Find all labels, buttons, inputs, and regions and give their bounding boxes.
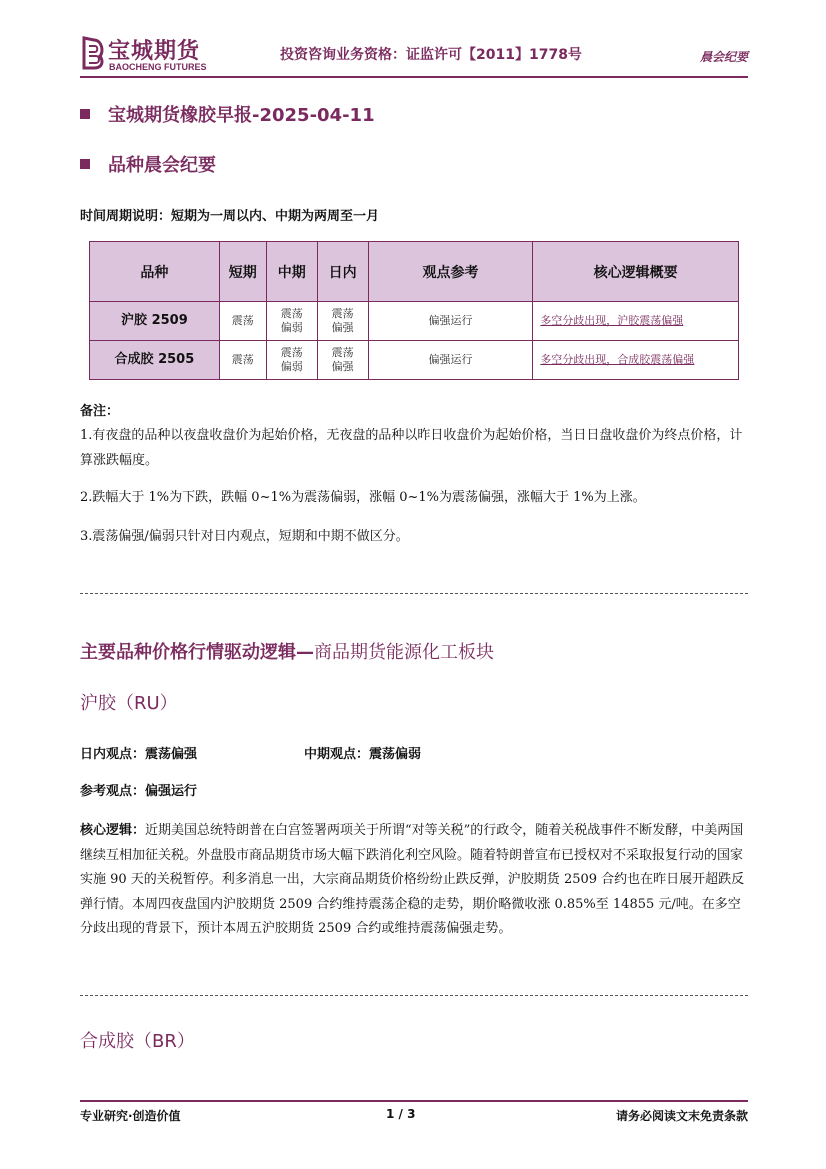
note-3: 3.震荡偏强/偏弱只针对日内观点，短期和中期不做区分。 (80, 529, 409, 544)
baocheng-logo-icon (80, 34, 106, 72)
dashed-divider (80, 593, 748, 594)
ru-intraday-view: 日内观点：震荡偏强 (80, 747, 198, 762)
ru-heading: 沪胶（RU） (80, 693, 178, 714)
ru-reference-view: 参考观点：偏强运行 (80, 784, 198, 799)
col-header-logic: 核心逻辑概要 (533, 242, 739, 302)
header-report-type: 晨会纪要 (699, 50, 748, 64)
col-header-variety: 品种 (90, 242, 220, 302)
col-header-view: 观点参考 (368, 242, 533, 302)
logo-text-cn: 宝城期货 (108, 39, 201, 64)
company-logo (80, 34, 210, 74)
col-header-intraday: 日内 (317, 242, 368, 302)
note-2: 2.跌幅大于 1%为下跌，跌幅 0~1%为震荡偏弱，涨幅 0~1%为震荡偏强，涨幅大于 1%为上涨。 (80, 490, 646, 505)
ru-mid-view: 中期观点：震荡偏弱 (304, 747, 422, 762)
ru-core-logic (80, 819, 748, 942)
main-heading: 主要品种价格行情驱动逻辑—商品期货能源化工板块 (80, 642, 494, 663)
cell-short: 震荡 (219, 302, 266, 341)
cell-intraday: 震荡偏强 (317, 302, 368, 341)
cell-variety: 沪胶 2509 (90, 302, 220, 341)
core-logic-text: 近期美国总统特朗普在白宫签署两项关于所谓“对等关税”的行政令，随着关税战事件不断发酵，中美两国继续互相加征关税。外盘股市商品期货市场大幅下跌消化利空风险。随着特朗普宣布已授权对不采取报复行动的国家实施 90 天的关税暂停。利多消息一出，大宗商品期货价格纷纷止跌反弹，沪胶期货 2509 合约也在昨日展开超跌反弹行情。本周四夜盘国内沪胶期货 2509 合约维持震荡企稳的走势，期价略微收涨 0.85%至 14855 元/吨。在多空分歧出现的背景下，预计本周五沪胶期货 2509 合约或维持震荡偏强走势。 (80, 823, 745, 936)
table-row (90, 302, 739, 341)
notes-label: 备注： (80, 404, 120, 419)
cell-mid: 震荡偏弱 (266, 341, 317, 380)
dashed-divider (80, 995, 748, 996)
col-header-mid: 中期 (266, 242, 317, 302)
cell-view: 偏强运行 (368, 341, 533, 380)
license-text: 投资咨询业务资格：证监许可【2011】1778号 (280, 47, 582, 63)
cell-intraday: 震荡偏强 (317, 341, 368, 380)
page-header (80, 32, 748, 76)
cell-short: 震荡 (219, 341, 266, 380)
logo-text-en: BAOCHENG FUTURES (109, 62, 207, 72)
cell-variety: 合成胶 2505 (90, 341, 220, 380)
square-bullet-icon (80, 159, 90, 169)
col-header-short: 短期 (219, 242, 266, 302)
br-heading: 合成胶（BR） (80, 1031, 195, 1052)
core-logic-label: 核心逻辑： (80, 823, 146, 838)
period-note: 时间周期说明：短期为一周以内、中期为两周至一月 (80, 209, 380, 224)
summary-table (89, 241, 739, 380)
cell-mid: 震荡偏弱 (266, 302, 317, 341)
cell-logic[interactable] (533, 302, 739, 341)
logic-link[interactable]: 多空分歧出现，沪胶震荡偏强 (540, 314, 684, 327)
page-number: 1 / 3 (386, 1107, 416, 1121)
report-title: 宝城期货橡胶早报-2025-04-11 (80, 101, 375, 127)
note-1: 1.有夜盘的品种以夜盘收盘价为起始价格，无夜盘的品种以昨日收盘价为起始价格，当日日盘收盘价为终点价格，计算涨跌幅度。 (80, 428, 743, 468)
logic-link[interactable]: 多空分歧出现，合成胶震荡偏强 (540, 353, 695, 366)
footer-divider (80, 1100, 748, 1102)
header-divider (80, 76, 748, 78)
cell-view: 偏强运行 (368, 302, 533, 341)
cell-logic[interactable] (533, 341, 739, 380)
section-title: 品种晨会纪要 (80, 151, 216, 177)
square-bullet-icon (80, 109, 90, 119)
table-header-row (90, 242, 739, 302)
table-row (90, 341, 739, 380)
footer-disclaimer: 请务必阅读文末免责条款 (615, 1109, 748, 1123)
footer-slogan: 专业研究·创造价值 (80, 1109, 181, 1123)
